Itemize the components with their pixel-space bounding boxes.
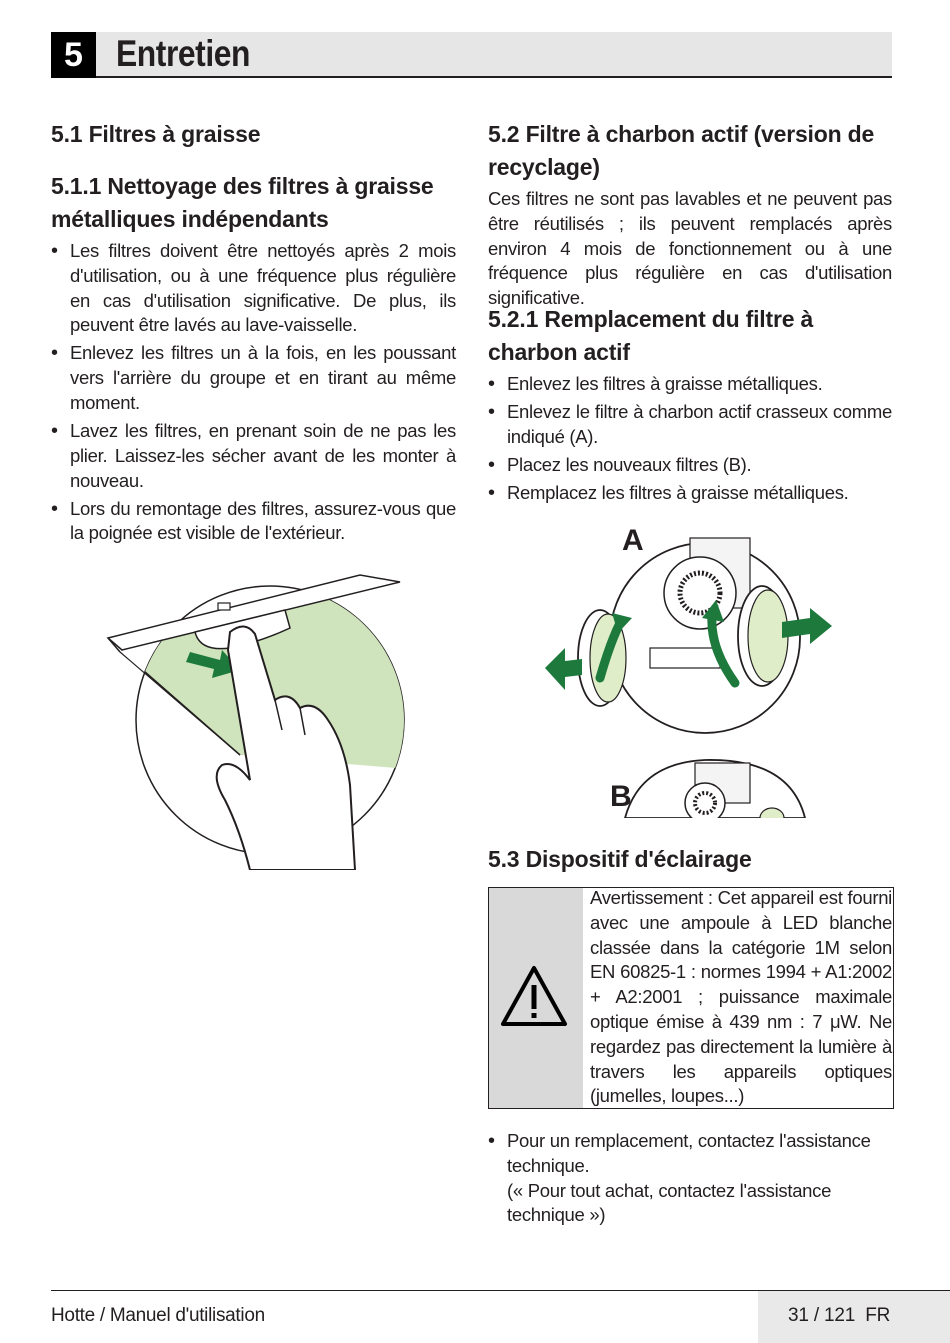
heading-5-1-1: 5.1.1 Nettoyage des filtres à graisse métalliques indépendants (51, 173, 434, 232)
list-item: • Lavez les filtres, en prenant soin de ne pas les plier. Laissez-les sécher avant de les monter à nouveau. (51, 419, 456, 493)
warning-triangle-icon (500, 965, 568, 1027)
list-item (488, 1129, 883, 1228)
heading-5-2-1: 5.2.1 Remplacement du filtre à charbon actif (488, 306, 814, 365)
lighting-bullet-list (488, 1129, 883, 1231)
chapter-title: Entretien (116, 33, 251, 74)
grease-filter-removal-illustration (100, 570, 420, 870)
carbon-filter-illustration (540, 518, 840, 818)
figure-label-b: B (610, 780, 632, 813)
heading-5-2: 5.2 Filtre à charbon actif (version de recyclage) (488, 121, 875, 180)
list-item: • Enlevez les filtres à graisse métalliques. (488, 372, 892, 397)
footer-document-title: Hotte / Manuel d'utilisation (51, 1305, 265, 1326)
chapter-number: 5 (51, 32, 96, 78)
heading-5-1: 5.1 Filtres à graisse (51, 121, 261, 147)
list-item: • Lors du remontage des filtres, assurez-vous que la poignée est visible de l'extérieur. (51, 497, 456, 547)
list-item-text-2: (« Pour tout achat, contactez l'assistance technique ») (507, 1179, 832, 1226)
left-bullet-list (51, 239, 456, 549)
list-item: • Enlevez les filtres un à la fois, en les poussant vers l'arrière du groupe et en tirant au même moment. (51, 341, 456, 415)
list-item: • Enlevez le filtre à charbon actif crasseux comme indiqué (A). (488, 400, 892, 450)
warning-text: Avertissement : Cet appareil est fourni avec une ampoule à LED blanche classée dans la catégorie 1M selon EN 60825-1 : normes 1994 + A1:2002 + A2:2001 ; puissance maximale optique émise à 439 nm : 7 μW. Ne regardez pas directement la lumière à travers les appareils optiques (jumelles, loupes...) (590, 887, 892, 1107)
list-item: • Placez les nouveaux filtres (B). (488, 453, 892, 478)
right-bullet-list (488, 372, 892, 509)
list-item: • Remplacez les filtres à graisse métalliques. (488, 481, 892, 506)
footer-page-number: 31 / 121 FR (788, 1305, 891, 1326)
heading-5-3: 5.3 Dispositif d'éclairage (488, 846, 752, 872)
list-item-text: Pour un remplacement, contactez l'assistance technique. (507, 1130, 871, 1176)
arrow-left-icon (545, 648, 582, 690)
paragraph-5-2: Ces filtres ne sont pas lavables et ne peuvent pas être réutilisés ; ils peuvent remplacés après environ 4 mois de fonctionnement ou à une fréquence plus régulière en cas d'utilisation significative. (488, 188, 892, 309)
list-item: • Les filtres doivent être nettoyés après 2 mois d'utilisation, ou à une fréquence plus régulière en cas d'utilisation significative. De plus, ils peuvent être lavés au lave-vaisselle. (51, 239, 456, 338)
figure-label-a: A (622, 524, 644, 557)
